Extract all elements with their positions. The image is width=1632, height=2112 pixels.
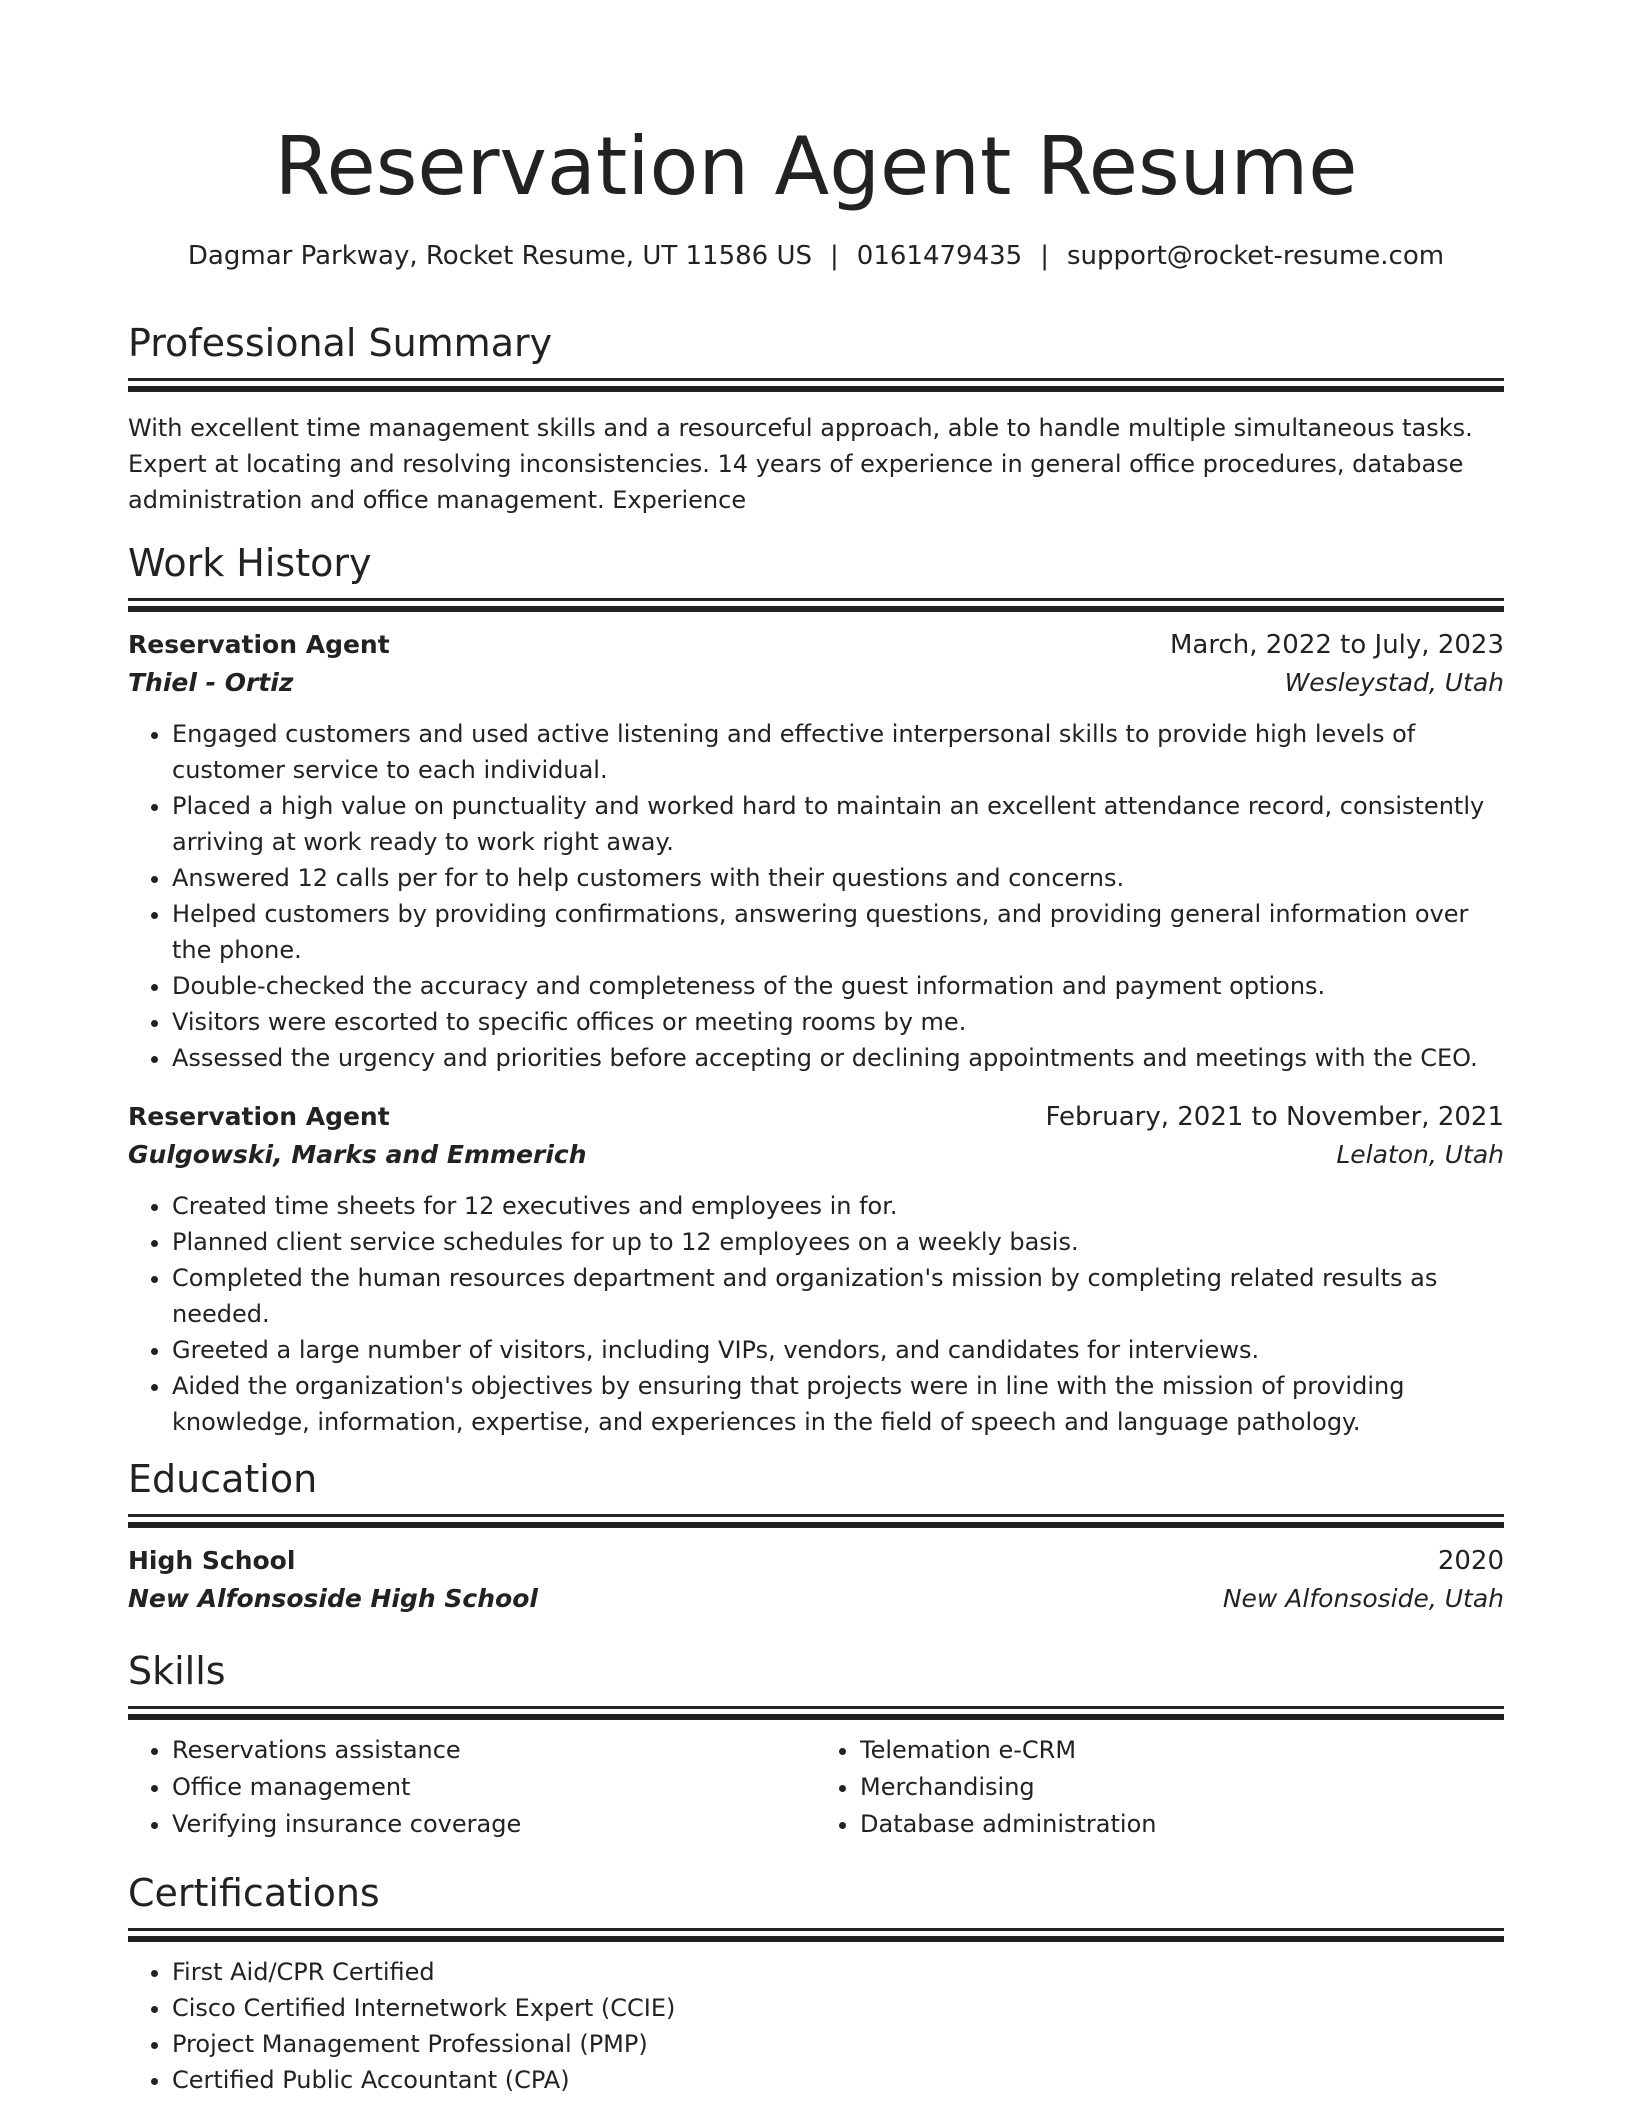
contact-line [128,238,1504,274]
work-history-section [128,538,1504,1440]
certification-item: • Certified Public Accountant (CPA) [172,2062,1504,2098]
certifications-list [128,1954,1504,2098]
certification-item: • First Aid/CPR Certified [172,1954,1504,1990]
job-duties-list [128,716,1504,1076]
job-duty: • Planned client service schedules for up to 12 employees on a weekly basis. [172,1224,1504,1260]
contact-address: Dagmar Parkway, Rocket Resume, UT 11586 US [187,241,813,271]
education-location: New Alfonsoside, Utah [1222,1584,1504,1613]
skills-section [128,1646,1504,1843]
skill-item: • Reservations assistance [172,1732,816,1769]
section-heading-certifications: Certifications [128,1871,380,1915]
contact-phone: 0161479435 [856,241,1023,271]
skill-item: • Office management [172,1769,816,1806]
job-duty: • Assessed the urgency and priorities before accepting or declining appointments and meetings with the CEO. [172,1040,1504,1076]
job-location: Lelaton, Utah [1336,1140,1504,1169]
job-duty: • Answered 12 calls per for to help customers with their questions and concerns. [172,860,1504,896]
skills-column-right [816,1732,1504,1843]
skill-item: • Database administration [860,1806,1504,1843]
job-dates: March, 2022 to July, 2023 [1169,630,1504,660]
job-duty: • Greeted a large number of visitors, including VIPs, vendors, and candidates for interviews. [172,1332,1504,1368]
job-entry [128,1098,1504,1440]
skill-item: • Verifying insurance coverage [172,1806,816,1843]
certification-item: • Cisco Certified Internetwork Expert (CCIE) [172,1990,1504,2026]
education-section [128,1454,1504,1618]
job-duty: • Created time sheets for 12 executives and employees in for. [172,1188,1504,1224]
summary-text: With excellent time management skills and a resourceful approach, able to handle multiple simultaneous tasks. Expert at locating and resolving inconsistencies. 14 years of experience in general office procedures, database administration and office management. Experience [128,414,1473,514]
job-location: Wesleystad, Utah [1284,668,1504,697]
section-divider [128,1714,1504,1720]
job-dates: February, 2021 to November, 2021 [1045,1102,1504,1132]
education-year: 2020 [1437,1546,1504,1576]
job-subheader-row [128,1136,1504,1174]
section-divider [128,1928,1504,1931]
education-header-row [128,1542,1504,1580]
contact-separator: | [1040,241,1049,271]
job-subheader-row [128,664,1504,702]
section-divider [128,378,1504,381]
job-employer: Gulgowski, Marks and Emmerich [128,1140,587,1169]
skills-column-left [128,1732,816,1843]
job-header-row [128,1098,1504,1136]
certification-item: • Project Management Professional (PMP) [172,2026,1504,2062]
skills-grid [128,1732,1504,1843]
job-duty: • Visitors were escorted to specific offices or meeting rooms by me. [172,1004,1504,1040]
section-divider [128,1514,1504,1517]
job-duty: • Helped customers by providing confirmations, answering questions, and providing general information over the phone. [172,896,1504,968]
education-school: New Alfonsoside High School [128,1584,538,1613]
job-duties-list [128,1188,1504,1440]
education-entry [128,1542,1504,1618]
education-subheader-row [128,1580,1504,1618]
education-degree: High School [128,1546,296,1575]
skill-item: • Telemation e-CRM [860,1732,1504,1769]
section-divider [128,386,1504,392]
section-divider [128,1522,1504,1528]
contact-separator: | [830,241,839,271]
skill-item: • Merchandising [860,1769,1504,1806]
job-header-row [128,626,1504,664]
job-duty: • Aided the organization's objectives by ensuring that projects were in line with the mission of providing knowledge, information, expertise, and experiences in the field of speech and language pathology. [172,1368,1504,1440]
job-title: Reservation Agent [128,1102,390,1131]
contact-email: support@rocket-resume.com [1066,241,1445,271]
job-duty: • Double-checked the accuracy and completeness of the guest information and payment options. [172,968,1504,1004]
section-heading-work-history: Work History [128,541,372,585]
section-divider [128,598,1504,601]
job-duty: • Completed the human resources department and organization's mission by completing related results as needed. [172,1260,1504,1332]
section-heading-summary: Professional Summary [128,321,553,365]
summary-section [128,318,1504,518]
job-title: Reservation Agent [128,630,390,659]
job-employer: Thiel - Ortiz [128,668,294,697]
job-entry [128,626,1504,1076]
job-duty: • Engaged customers and used active listening and effective interpersonal skills to provide high levels of customer service to each individual. [172,716,1504,788]
section-divider [128,606,1504,612]
section-divider [128,1936,1504,1942]
section-heading-education: Education [128,1457,318,1501]
resume-title: Reservation Agent Resume [274,120,1358,213]
section-heading-skills: Skills [128,1649,226,1693]
certifications-section [128,1868,1504,2098]
job-duty: • Placed a high value on punctuality and worked hard to maintain an excellent attendance record, consistently arriving at work ready to work right away. [172,788,1504,860]
section-divider [128,1706,1504,1709]
